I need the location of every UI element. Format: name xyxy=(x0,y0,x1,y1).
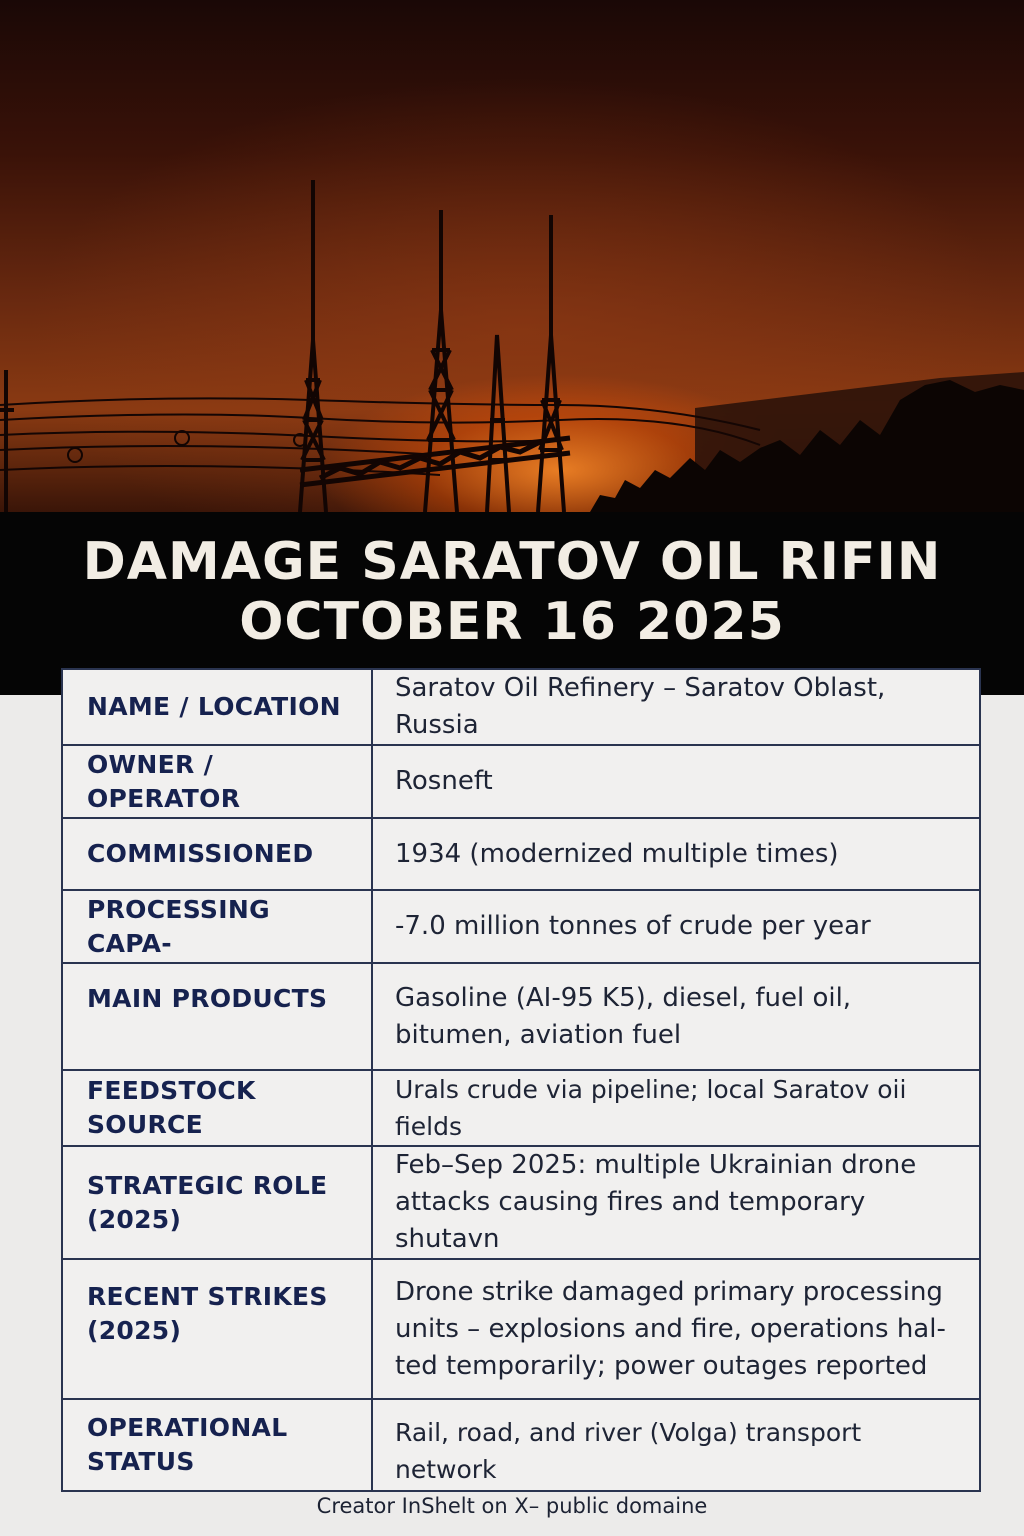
row-value: Urals crude via pipeline; local Saratov oii fields xyxy=(372,1070,980,1146)
table-row xyxy=(62,1070,980,1146)
row-value: Feb–Sep 2025: multiple Ukrainian drone attacks causing fires and temporary shutavn xyxy=(372,1146,980,1259)
refinery-info-table xyxy=(61,668,981,1492)
row-label: STRATEGIC ROLE (2025) xyxy=(62,1146,372,1259)
row-label: OPERATIONAL STATUS xyxy=(62,1399,372,1491)
row-label: PROCESSING CAPA- xyxy=(62,890,372,963)
row-value: Saratov Oil Refinery – Saratov Oblast, Russia xyxy=(372,669,980,745)
row-value: Drone strike damaged primary processing units – explosions and fire, operations hal-ted temporarily; power outages reported xyxy=(372,1259,980,1399)
hero-photo xyxy=(0,0,1024,512)
row-label: RECENT STRIKES (2025) xyxy=(62,1259,372,1399)
row-value: 1934 (modernized multiple times) xyxy=(372,818,980,890)
page-subtitle-date: OCTOBER 16 2025 xyxy=(239,592,785,652)
table-row xyxy=(62,1146,980,1259)
refinery-silhouette xyxy=(0,0,1024,512)
table-row xyxy=(62,818,980,890)
table-row xyxy=(62,890,980,963)
table-row xyxy=(62,669,980,745)
row-label: MAIN PRODUCTS xyxy=(62,963,372,1070)
row-label: OWNER / OPERATOR xyxy=(62,745,372,818)
row-value: Gasoline (AI-95 K5), diesel, fuel oil, bitumen, aviation fuel xyxy=(372,963,980,1070)
row-value: Rosneft xyxy=(372,745,980,818)
table-row xyxy=(62,1399,980,1491)
table-row xyxy=(62,963,980,1070)
page-title: DAMAGE SARATOV OIL RIFIN xyxy=(82,532,942,592)
row-label: FEEDSTOCK SOURCE xyxy=(62,1070,372,1146)
row-value: -7.0 million tonnes of crude per year xyxy=(372,890,980,963)
table-row xyxy=(62,745,980,818)
row-label: NAME / LOCATION xyxy=(62,669,372,745)
image-credit: Creator InShelt on X– public domaine xyxy=(316,1494,708,1518)
row-value: Rail, road, and river (Volga) transport network xyxy=(372,1399,980,1491)
table-row xyxy=(62,1259,980,1399)
row-label: COMMISSIONED xyxy=(62,818,372,890)
